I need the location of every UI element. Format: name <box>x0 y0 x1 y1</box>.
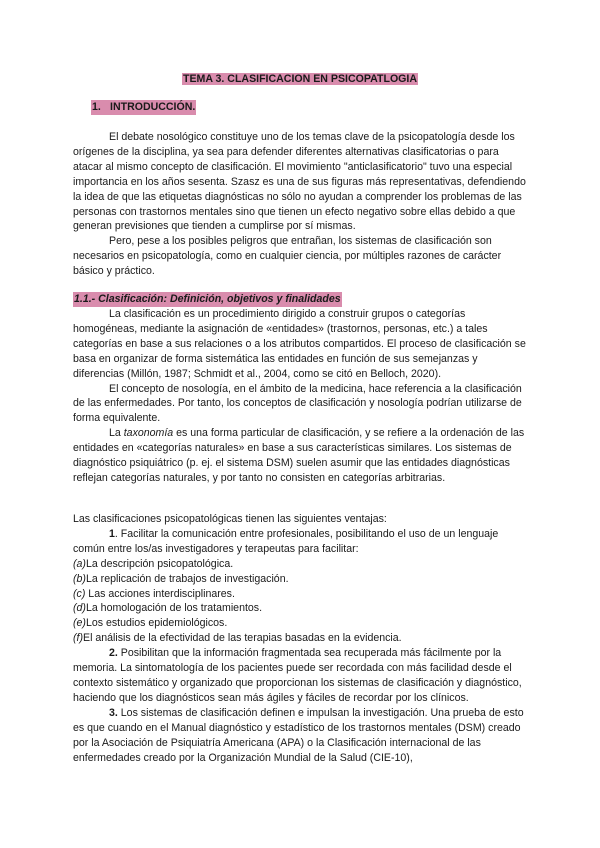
list-item: (b)La replicación de trabajos de investigación. <box>73 572 289 585</box>
section-title: INTRODUCCIÓN. <box>110 101 196 113</box>
list-item: (a)La descripción psicopatológica. <box>73 557 234 570</box>
taxonomy-paragraph: La taxonomía es una forma particular de clasificación, y se refiere a la ordenación de las entidades en «categorías naturales» en base a sus características similares. Los sistemas de diagnóstico psiquiátrico (p. ej. el sistema DSM) suelen asumir que las entidades diagnósticas reflejan categorías naturales, y por tanto no consisten en categorías arbitrarias. <box>73 427 525 484</box>
list-item: (f)El análisis de la efectividad de las terapias basadas en la evidencia. <box>73 632 402 645</box>
taxonomy-term: taxonomía <box>123 427 174 440</box>
advantage-number: 2. <box>109 647 118 660</box>
list-item: (e)Los estudios epidemiológicos. <box>73 617 228 630</box>
intro-paragraph-2: Pero, pese a los posibles peligros que entrañan, los sistemas de clasificación son necesarios en psicopatología, como en cualquier ciencia, por múltiples razones de carácter básico y práctico. <box>73 235 502 278</box>
document-title: TEMA 3. CLASIFICACION EN PSICOPATLOGIA <box>182 73 418 85</box>
subsection-heading-clasificacion: 1.1.- Clasificación: Definición, objetivos y finalidades <box>74 293 341 305</box>
advantage-number: 1 <box>109 527 115 540</box>
advantages-intro: Las clasificaciones psicopatológicas tienen las siguientes ventajas: <box>73 513 387 525</box>
list-item: (d)La homologación de los tratamientos. <box>73 602 263 615</box>
definition-paragraph-2: El concepto de nosología, en el ámbito de la medicina, hace referencia a la clasificación de las enfermedades. Por tanto, los conceptos de clasificación y nosología podrían utilizarse de forma equivalente. <box>73 382 522 425</box>
intro-block <box>73 130 528 279</box>
section-number: 1. <box>92 101 101 113</box>
advantage-3: 3. Los sistemas de clasificación definen e impulsan la investigación. Una prueba de esto es que cuando en el Manual diagnóstico y estadístico de los trastornos mentales (DSM) creado por la Asociación de Psiquiatría Americana (APA) o la Clasificación internacional de las enfermedades creado por la Organización Mundial de la Salud (CIE-10), <box>73 706 524 764</box>
definition-paragraph-1: La clasificación es un procedimiento dirigido a construir grupos o categorías homogéneas, mediante la asignación de «entidades» (trastornos, personas, etc.) a tales categorías en base a sus relaciones o a los atributos compartidos. El proceso de clasificación se basa en organizar de forma sistemática las entidades en función de sus semejanzas y diferencias (Millón, 1987; Schmidt et al., 2004, como se citó en Belloch, 2020). <box>73 308 526 380</box>
intro-paragraph-1: El debate nosológico constituye uno de los temas clave de la psicopatología desde los orígenes de la disciplina, ya sea para defender diferentes alternativas clasificatorias o para atacar al mismo concepto de clasificación. El movimiento "anticlasificatorio" tuvo una especial importancia en los años sesenta. Szasz es una de sus figuras más representativas, defendiendo la idea de que las etiquetas diagnósticas no sólo no ayudan a comprender los problemas de las personas con trastornos mentales sino que tienen un efecto negativo sobre ellas debido a que generan previsiones que tienden a cumplirse por sí mismas. <box>73 131 526 233</box>
advantage-1: 1. Facilitar la comunicación entre profesionales, posibilitando el uso de un lenguaje común entre los/as investigadores y terapeutas para facilitar: <box>73 527 499 555</box>
list-item: (c) Las acciones interdisciplinares. <box>73 587 235 600</box>
section-heading-introduccion <box>91 100 196 115</box>
advantage-number: 3. <box>109 706 118 719</box>
definition-block <box>73 307 528 486</box>
advantage-2: 2. Posibilitan que la información fragmentada sea recuperada más fácilmente por la memoria. La sintomatología de los pacientes puede ser recordada con más facilidad desde el contexto sistemático y organizado que proporcionan los sistemas de clasificación y diagnóstico, haciendo que los diagnósticos sean más ágiles y fáciles de recordar por los clínicos. <box>73 647 522 704</box>
advantages-block <box>73 512 528 765</box>
